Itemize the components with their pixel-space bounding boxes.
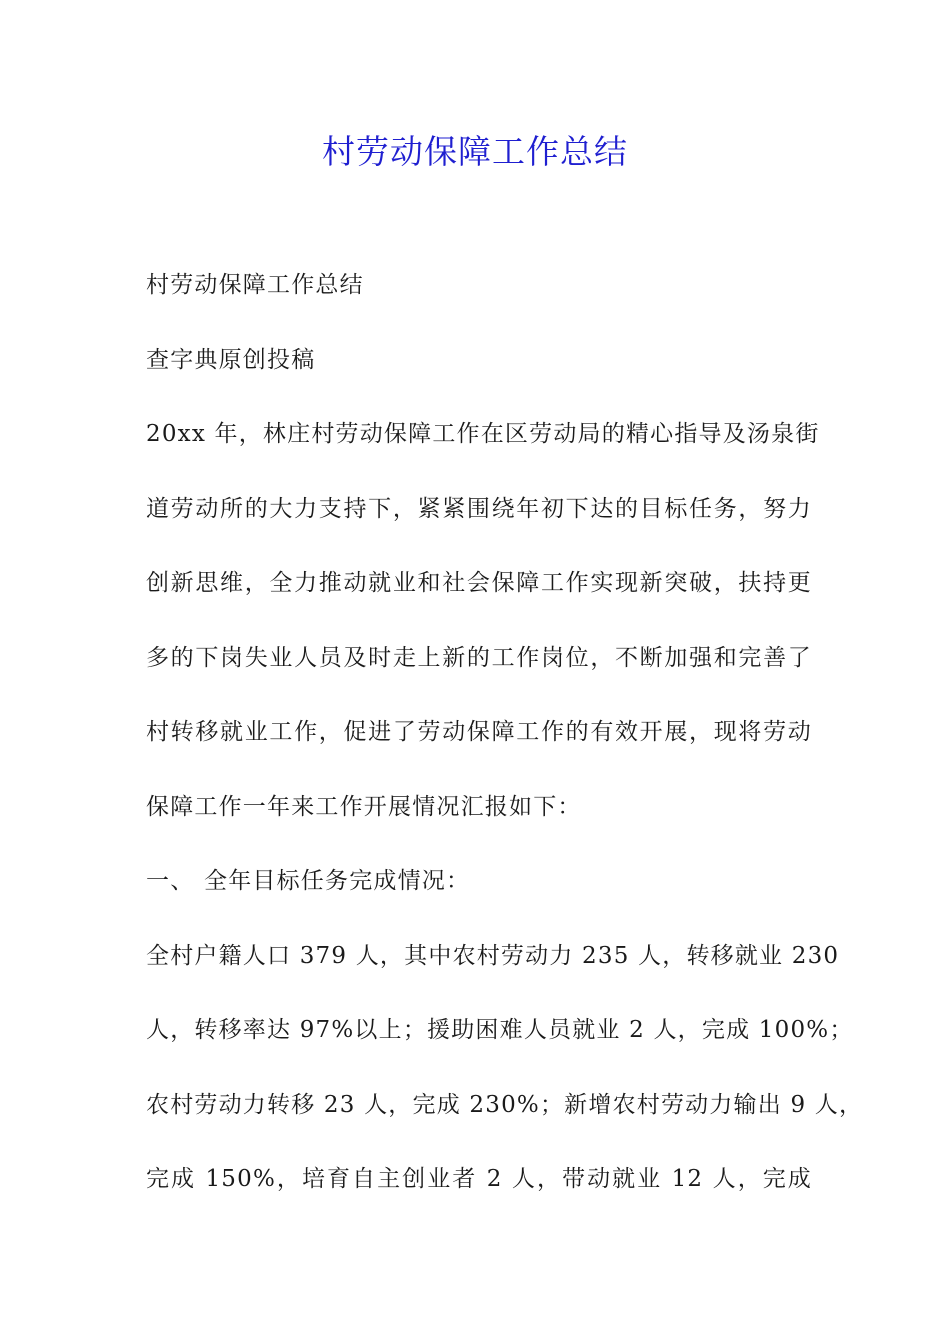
document-source: 查字典原创投稿	[146, 346, 316, 373]
paragraph-line: 人，转移率达 97%以上；援助困难人员就业 2 人，完成 100%；	[146, 1017, 854, 1043]
section-number: 一、	[146, 868, 195, 894]
paragraph-line: 创新思维，全力推动就业和社会保障工作实现新突破，扶持更	[146, 570, 812, 596]
paragraph-line: 完成 150%，培育自主创业者 2 人，带动就业 12 人，完成	[146, 1166, 812, 1192]
paragraph-line: 全村户籍人口 379 人，其中农村劳动力 235 人，转移就业 230	[146, 942, 840, 969]
document-body	[146, 262, 864, 1231]
paragraph-line: 村转移就业工作，促进了劳动保障工作的有效开展，现将劳动	[146, 719, 812, 745]
paragraph-line: 20xx 年，林庄村劳动保障工作在区劳动局的精心指导及汤泉街	[146, 421, 820, 447]
paragraph-line: 道劳动所的大力支持下，紧紧围绕年初下达的目标任务，努力	[146, 495, 812, 522]
section-heading-text: 全年目标任务完成情况：	[204, 868, 471, 894]
section-heading	[146, 858, 812, 933]
document-title: 村劳动保障工作总结	[322, 132, 628, 171]
document-subtitle: 村劳动保障工作总结	[146, 272, 364, 298]
paragraph-line: 多的下岗失业人员及时走上新的工作岗位，不断加强和完善了	[146, 644, 812, 671]
paragraph-line: 农村劳动力转移 23 人，完成 230%；新增农村劳动力输出 9 人，	[146, 1091, 864, 1118]
paragraph-line: 保障工作一年来工作开展情况汇报如下：	[146, 793, 582, 820]
